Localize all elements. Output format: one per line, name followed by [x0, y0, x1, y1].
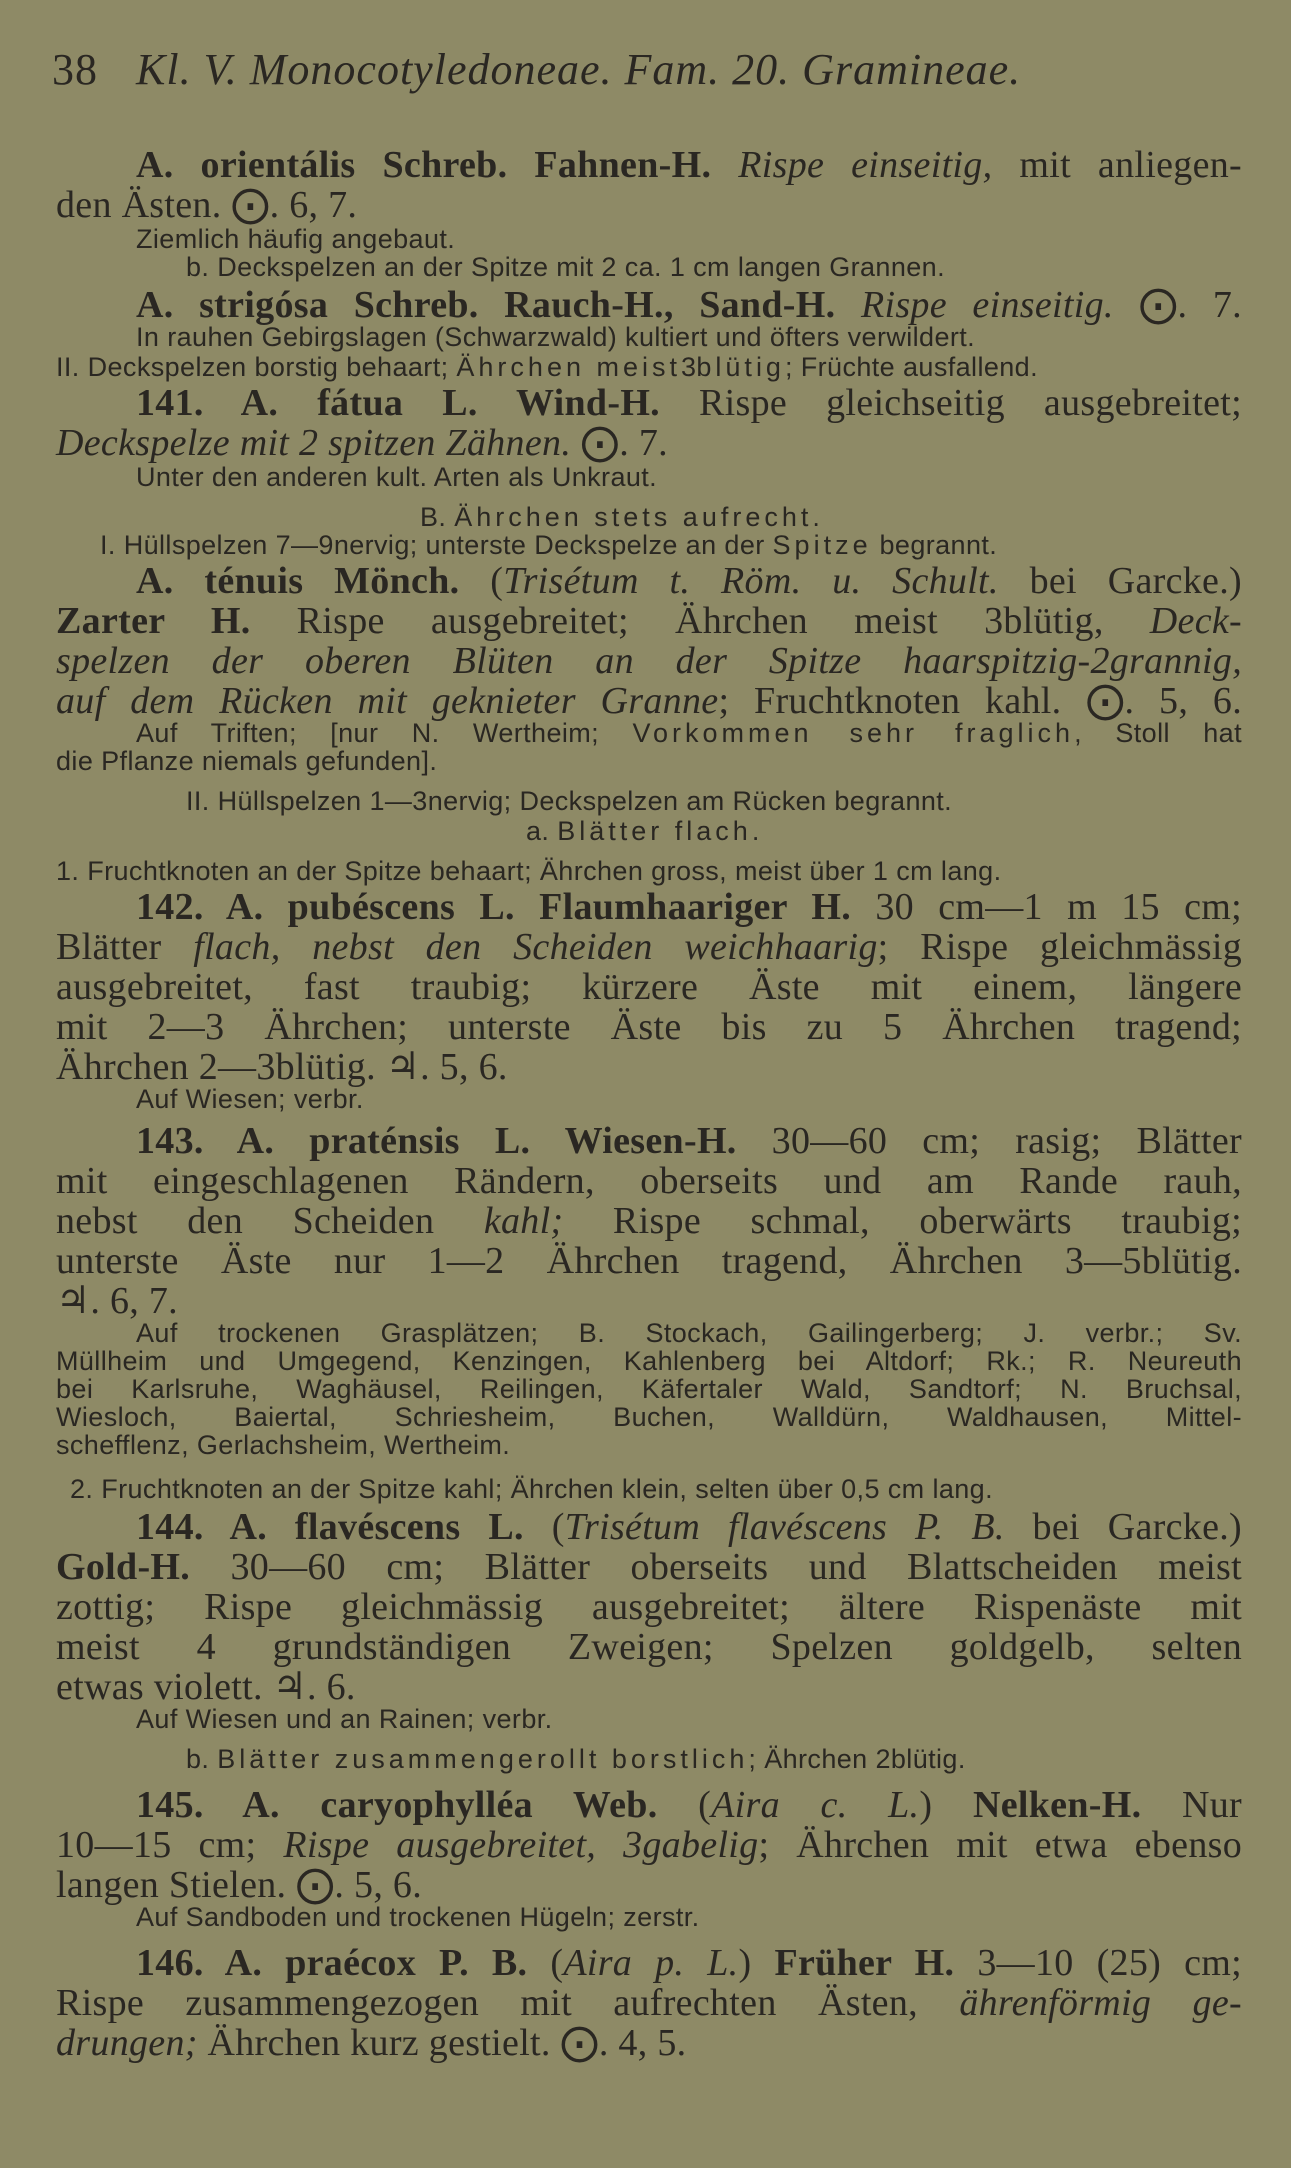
text-run: Rispe einseitig,: [738, 144, 993, 186]
text-line: [136, 324, 975, 351]
text-run: ; Ährchen mit etwa ebenso: [758, 1824, 1243, 1866]
text-run: Deck-: [1149, 600, 1242, 642]
text-run: Auf Sandboden und trockenen Hügeln; zerstr.: [136, 1902, 700, 1932]
text-line: [136, 888, 1242, 926]
text-line: [56, 968, 1242, 1006]
text-line: [56, 1866, 422, 1904]
text-line: [56, 1588, 1242, 1626]
text-line: [56, 1548, 1242, 1586]
text-line: [420, 504, 820, 531]
text-line: [136, 1944, 1242, 1982]
text-run: ⨀. 7.: [571, 422, 668, 464]
text-run: ; Ährchen 2blütig.: [748, 1744, 966, 1774]
text-run: (: [551, 1506, 565, 1548]
page-number: 38: [52, 45, 98, 94]
text-line: [136, 1122, 1242, 1160]
text-run: auf dem Rücken mit geknieter Granne: [56, 680, 719, 722]
text-line: [136, 1786, 1242, 1824]
text-run: zottig; Rispe gleichmässig ausgebreitet; ältere Rispenäste mit: [56, 1586, 1242, 1628]
text-line: [56, 682, 1242, 720]
text-run: 144. A. flavéscens L.: [136, 1506, 552, 1548]
text-line: [136, 1706, 553, 1733]
text-run: In rauhen Gebirgslagen (Schwarzwald) kultiert und öfters verwildert.: [136, 322, 976, 352]
text-line: [56, 1202, 1242, 1240]
text-line: [56, 1376, 1242, 1403]
text-run: b.: [186, 1744, 218, 1774]
text-line: [100, 532, 997, 559]
text-run: Auf trockenen Grasplätzen; B. Stockach, Gailingerberg; J. verbr.; Sv.: [136, 1318, 1242, 1348]
text-line: [56, 602, 1242, 640]
text-line: [56, 186, 357, 224]
text-run: II. Deckspelzen borstig behaart;: [56, 352, 457, 382]
text-run: Nelken-H.: [972, 1784, 1142, 1826]
text-run: 10—15 cm;: [56, 1824, 284, 1866]
text-line: [56, 748, 437, 775]
text-line: [56, 1404, 1242, 1431]
text-run: A. strigósa Schreb. Rauch-H., Sand-H.: [136, 284, 861, 326]
text-line: [56, 1668, 356, 1706]
text-run: Spitze: [772, 530, 872, 560]
text-line: [56, 1008, 1242, 1046]
text-run: A. orientális Schreb. Fahnen-H.: [136, 144, 739, 186]
text-line: [186, 254, 945, 281]
text-line: [136, 384, 1242, 422]
text-run: unterste Äste nur 1—2 Ährchen tragend, Ährchen 3—5blütig.: [56, 1240, 1242, 1282]
page-header: [52, 45, 1022, 94]
text-run: Gold-H.: [56, 1546, 231, 1588]
text-run: ausgebreitet, fast traubig; kürzere Äste mit einem, längere: [56, 966, 1242, 1008]
text-run: bei Garcke.): [1004, 1506, 1243, 1548]
text-run: Blätter: [56, 926, 194, 968]
text-run: Aira c. L.: [711, 1784, 920, 1826]
text-line: [136, 286, 1242, 324]
text-run: 30—60 cm; Blätter oberseits und Blattscheiden meist: [230, 1546, 1242, 1588]
text-run: Auf Wiesen; verbr.: [136, 1084, 364, 1114]
text-run: Rispe ausgebreitet, 3gabelig: [283, 1824, 759, 1866]
text-run: den Ästen. ⨀. 6, 7.: [56, 184, 358, 226]
text-line: [136, 1320, 1242, 1347]
text-run: Unter den anderen kult. Arten als Unkraut.: [136, 462, 658, 492]
text-line: [56, 1162, 1242, 1200]
text-run: 146. A. praécox P. B.: [136, 1942, 551, 1984]
text-run: Ährchen meist: [456, 352, 681, 382]
text-run: Blätter zusammengerollt borstlich: [217, 1744, 749, 1774]
text-run: Müllheim und Umgegend, Kenzingen, Kahlenberg bei Altdorf; Rk.; R. Neureuth: [56, 1346, 1242, 1376]
text-line: [56, 354, 1038, 381]
text-run: (: [490, 560, 504, 602]
text-line: [56, 928, 1242, 966]
text-run: meist 4 grundständigen Zweigen; Spelzen goldgelb, selten: [56, 1626, 1242, 1668]
text-run: flach, nebst den Scheiden weichhaarig: [193, 926, 878, 968]
text-run: .: [751, 816, 760, 846]
text-line: [136, 562, 1242, 600]
text-line: [56, 1242, 1242, 1280]
text-run: bei Karlsruhe, Waghäusel, Reilingen, Käfertaler Wald, Sandtorf; N. Bruchsal,: [56, 1374, 1242, 1404]
text-run: ; Rispe gleichmässig: [877, 926, 1242, 968]
text-run: A. ténuis Mönch.: [136, 560, 491, 602]
text-line: [136, 146, 1242, 184]
text-run: 141. A. fátua L. Wind-H.: [136, 382, 700, 424]
text-run: bei Garcke.): [998, 560, 1242, 602]
text-run: Ziemlich häufig angebaut.: [136, 224, 456, 254]
text-run: schefflenz, Gerlachsheim, Wertheim.: [56, 1430, 511, 1460]
text-line: [70, 1476, 993, 1503]
text-run: (: [698, 1784, 712, 1826]
text-line: [56, 424, 668, 462]
text-run: a.: [526, 816, 558, 846]
text-run: Rispe zusammengezogen mit aufrechten Ästen,: [56, 1982, 960, 2024]
text-line: [56, 1048, 508, 1086]
text-run: Nur: [1141, 1784, 1243, 1826]
text-run: 142. A. pubéscens L. Flaumhaariger H.: [136, 886, 876, 928]
text-run: nebst den Scheiden: [56, 1200, 484, 1242]
text-run: II. Hüllspelzen 1—3nervig; Deckspelzen am Rücken begrannt.: [186, 786, 953, 816]
text-run: (: [550, 1942, 564, 1984]
text-run: Ährchen kurz gestielt. ⨀. 4, 5.: [197, 2022, 687, 2064]
text-run: etwas violett. ♃. 6.: [56, 1666, 356, 1708]
text-run: , Stoll hat: [1074, 718, 1242, 748]
text-run: I. Hüllspelzen 7—9nervig; unterste Deckspelze an der: [100, 530, 773, 560]
text-run: Trisétum flavéscens P. B.: [564, 1506, 1005, 1548]
text-run: ): [738, 1942, 775, 1984]
text-line: [136, 226, 455, 253]
text-run: mit eingeschlagenen Rändern, oberseits und am Rande rauh,: [56, 1160, 1242, 1202]
text-line: [56, 1826, 1242, 1864]
text-line: [56, 1348, 1242, 1375]
text-run: Vorkommen sehr fraglich: [632, 718, 1075, 748]
text-run: begrannt.: [871, 530, 998, 560]
text-line: [526, 818, 760, 845]
text-run: Früher H.: [774, 1942, 955, 1984]
text-line: [56, 2024, 686, 2062]
text-run: Rispe einseitig.: [860, 284, 1114, 326]
text-run: .: [812, 502, 821, 532]
text-run: langen Stielen. ⨀. 5, 6.: [56, 1864, 423, 1906]
text-run: ♃. 6, 7.: [56, 1280, 178, 1322]
text-run: 3: [680, 352, 697, 382]
text-line: [56, 1628, 1242, 1666]
text-run: Rispe schmal, oberwärts traubig;: [563, 1200, 1242, 1242]
text-run: kahl;: [483, 1200, 564, 1242]
text-line: [136, 1086, 364, 1113]
text-run: ; Fruchtknoten kahl. ⨀. 5, 6.: [718, 680, 1242, 722]
text-run: ährenförmig ge-: [959, 1982, 1242, 2024]
text-run: blütig: [696, 352, 785, 382]
text-run: 1. Fruchtknoten an der Spitze behaart; Ährchen gross, meist über 1 cm lang.: [56, 856, 1002, 886]
running-title: Kl. V. Monocotyledoneae. Fam. 20. Gramineae.: [136, 45, 1022, 94]
text-line: [56, 642, 1242, 680]
text-run: 30—60 cm; rasig; Blätter: [771, 1120, 1242, 1162]
text-run: 30 cm—1 m 15 cm;: [875, 886, 1242, 928]
text-run: Ährchen 2—3blütig. ♃. 5, 6.: [56, 1046, 508, 1088]
text-line: [136, 1904, 700, 1931]
text-line: [56, 1432, 510, 1459]
text-run: drungen;: [56, 2022, 198, 2064]
text-line: [56, 858, 1001, 885]
text-run: die Pflanze niemals gefunden].: [56, 746, 438, 776]
text-run: mit anliegen-: [992, 144, 1242, 186]
text-run: Zarter H.: [56, 600, 297, 642]
text-run: spelzen der oberen Blüten an der Spitze haarspitzig-2grannig,: [56, 640, 1242, 682]
text-line: [56, 1984, 1242, 2022]
text-run: Deckspelze mit 2 spitzen Zähnen.: [56, 422, 572, 464]
text-run: 2. Fruchtknoten an der Spitze kahl; Ährchen klein, selten über 0,5 cm lang.: [70, 1474, 994, 1504]
text-run: Ährchen stets aufrecht: [454, 502, 813, 532]
text-run: b. Deckspelzen an der Spitze mit 2 ca. 1 cm langen Grannen.: [186, 252, 945, 282]
text-run: 3—10 (25) cm;: [954, 1942, 1242, 1984]
text-line: [136, 1508, 1242, 1546]
text-run: Rispe ausgebreitet; Ährchen meist 3blütig,: [296, 600, 1150, 642]
text-line: [186, 1746, 966, 1773]
text-run: Aira p. L.: [563, 1942, 739, 1984]
text-line: [136, 464, 657, 491]
text-line: [186, 788, 952, 815]
text-line: [56, 1282, 178, 1320]
text-run: 143. A. praténsis L. Wiesen-H.: [136, 1120, 772, 1162]
text-run: ⨀. 7.: [1113, 284, 1242, 326]
text-line: [136, 720, 1242, 747]
text-run: Wiesloch, Baiertal, Schriesheim, Buchen, Walldürn, Waldhausen, Mittel-: [56, 1402, 1242, 1432]
text-run: Auf Wiesen und an Rainen; verbr.: [136, 1704, 553, 1734]
text-run: ): [919, 1784, 973, 1826]
text-run: 145. A. caryophylléa Web.: [136, 1784, 699, 1826]
text-run: Rispe gleichseitig ausgebreitet;: [699, 382, 1242, 424]
text-run: Auf Triften; [nur N. Wertheim;: [136, 718, 633, 748]
text-run: Trisétum t. Röm. u. Schult.: [503, 560, 999, 602]
text-run: ; Früchte ausfallend.: [784, 352, 1038, 382]
text-run: mit 2—3 Ährchen; unterste Äste bis zu 5 Ährchen tragend;: [56, 1006, 1242, 1048]
text-run: Blätter flach: [557, 816, 752, 846]
text-run: B.: [420, 502, 455, 532]
